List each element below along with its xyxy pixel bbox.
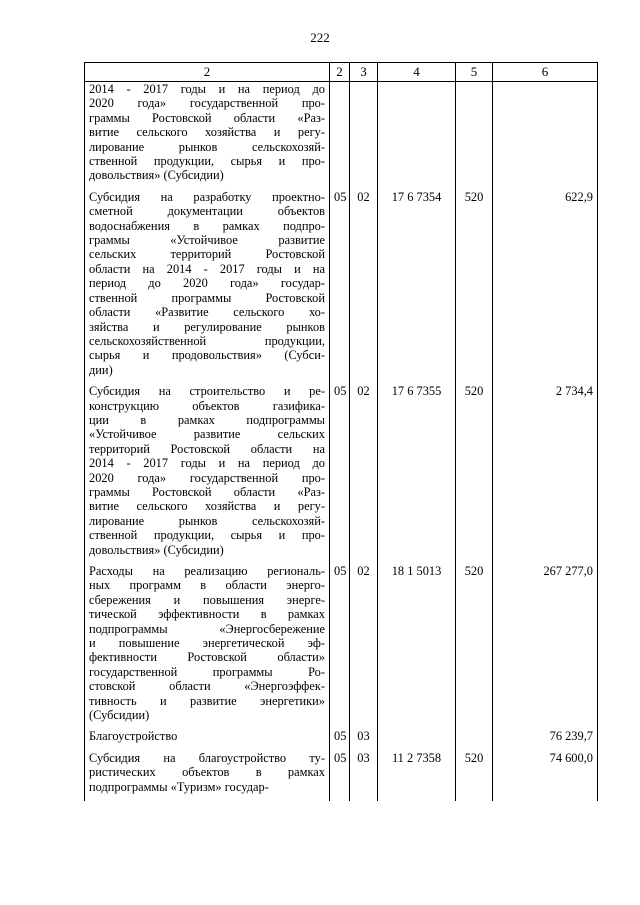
table-row: [85, 384, 598, 564]
expense-type-code: 520: [456, 384, 493, 564]
row-description: [85, 190, 330, 384]
section-code: [330, 82, 350, 190]
description-line: водоснабжения в рамках подпро-: [89, 218, 325, 233]
description-line: стовской области «Энергоэффек-: [89, 679, 325, 694]
description-line: тической эффективности в рамках: [89, 607, 325, 622]
page-number: 222: [310, 30, 330, 45]
subsection-code: 02: [350, 564, 378, 729]
description-line: Благоустройство: [89, 729, 178, 744]
description-line: витие сельского хозяйства и регу-: [89, 499, 325, 514]
section-code: 05: [330, 729, 350, 750]
description-line: ственной продукции, сырья и про-: [89, 154, 325, 169]
description-line: области «Развитие сельского хо-: [89, 305, 325, 320]
table-row: [85, 82, 598, 190]
target-code: [378, 82, 456, 190]
description-line: 2020 года» государственной про-: [89, 96, 325, 111]
expense-type-code: [456, 729, 493, 750]
column-header: 2: [85, 63, 330, 82]
description-line: (Субсидии): [89, 708, 150, 723]
description-line: довольствия» (Субсидии): [89, 168, 224, 183]
description-line: конструкцию объектов газифика-: [89, 398, 325, 413]
table-row: [85, 190, 598, 384]
column-header: 4: [378, 63, 456, 82]
description-line: зяйства и регулирование рынков: [89, 319, 325, 334]
subsection-code: 02: [350, 384, 378, 564]
description-line: дии): [89, 362, 113, 377]
column-header: 2: [330, 63, 350, 82]
column-header: 6: [493, 63, 598, 82]
row-description: [85, 564, 330, 729]
description-line: сбережения и повышения энерге-: [89, 592, 325, 607]
subsection-code: 03: [350, 751, 378, 801]
description-line: ции в рамках подпрограммы: [89, 412, 325, 427]
description-line: 2020 года» государственной про-: [89, 470, 325, 485]
description-line: Субсидия на разработку проектно-: [89, 189, 325, 204]
description-line: подпрограммы «Энергосбережение: [89, 621, 325, 636]
description-line: витие сельского хозяйства и регу-: [89, 125, 325, 140]
description-line: граммы «Устойчивое развитие: [89, 233, 325, 248]
section-code: 05: [330, 190, 350, 384]
description-line: период до 2020 года» государ-: [89, 276, 325, 291]
column-header: 5: [456, 63, 493, 82]
row-description: [85, 751, 330, 801]
description-line: государственной программы Ро-: [89, 664, 325, 679]
target-code: 11 2 7358: [378, 751, 456, 801]
description-line: Субсидия на строительство и ре-: [89, 384, 325, 399]
table-row: [85, 729, 598, 750]
section-code: 05: [330, 384, 350, 564]
description-line: «Устойчивое развитие сельских: [89, 427, 325, 442]
description-line: ственной продукции, сырья и про-: [89, 528, 325, 543]
description-line: лирование рынков сельскохозяй-: [89, 513, 325, 528]
description-line: 2014 - 2017 годы и на период до: [89, 456, 325, 471]
amount: 2 734,4: [493, 384, 598, 564]
description-line: граммы Ростовской области «Раз-: [89, 484, 325, 499]
description-line: подпрограммы «Туризм» государ-: [89, 779, 269, 794]
description-line: лирование рынков сельскохозяй-: [89, 139, 325, 154]
description-line: ственной программы Ростовской: [89, 290, 325, 305]
target-code: 17 6 7354: [378, 190, 456, 384]
table-row: [85, 564, 598, 729]
description-line: сельскохозяйственной продукции,: [89, 333, 325, 348]
description-line: территорий Ростовской области на: [89, 441, 325, 456]
row-description: [85, 82, 330, 190]
section-code: 05: [330, 564, 350, 729]
description-line: сельских территорий Ростовской: [89, 247, 325, 262]
expense-type-code: 520: [456, 190, 493, 384]
amount: [493, 82, 598, 190]
description-line: 2014 - 2017 годы и на период до: [89, 82, 325, 96]
amount: 622,9: [493, 190, 598, 384]
table-row: [85, 751, 598, 801]
description-line: Субсидия на благоустройство ту-: [89, 750, 325, 765]
table-header-row: [85, 63, 598, 82]
amount: 74 600,0: [493, 751, 598, 801]
description-line: сырья и продовольствия» (Субси-: [89, 348, 325, 363]
subsection-code: 03: [350, 729, 378, 750]
expense-type-code: 520: [456, 751, 493, 801]
description-line: фективности Ростовской области»: [89, 650, 325, 665]
description-line: тивность и развитие энергетики»: [89, 693, 325, 708]
row-description: [85, 384, 330, 564]
description-line: граммы Ростовской области «Раз-: [89, 110, 325, 125]
description-line: области на 2014 - 2017 годы и на: [89, 261, 325, 276]
description-line: ных программ в области энерго-: [89, 578, 325, 593]
section-code: 05: [330, 751, 350, 801]
subsection-code: 02: [350, 190, 378, 384]
target-code: 18 1 5013: [378, 564, 456, 729]
description-line: Расходы на реализацию региональ-: [89, 564, 325, 578]
description-line: сметной документации объектов: [89, 204, 325, 219]
description-line: довольствия» (Субсидии): [89, 542, 224, 557]
amount: 76 239,7: [493, 729, 598, 750]
table-body: [85, 82, 598, 802]
amount: 267 277,0: [493, 564, 598, 729]
expense-type-code: 520: [456, 564, 493, 729]
target-code: [378, 729, 456, 750]
row-description: [85, 729, 330, 750]
column-header: 3: [350, 63, 378, 82]
target-code: 17 6 7355: [378, 384, 456, 564]
budget-table: [84, 62, 598, 801]
description-line: ристических объектов в рамках: [89, 765, 325, 780]
subsection-code: [350, 82, 378, 190]
description-line: и повышение энергетической эф-: [89, 636, 325, 651]
expense-type-code: [456, 82, 493, 190]
